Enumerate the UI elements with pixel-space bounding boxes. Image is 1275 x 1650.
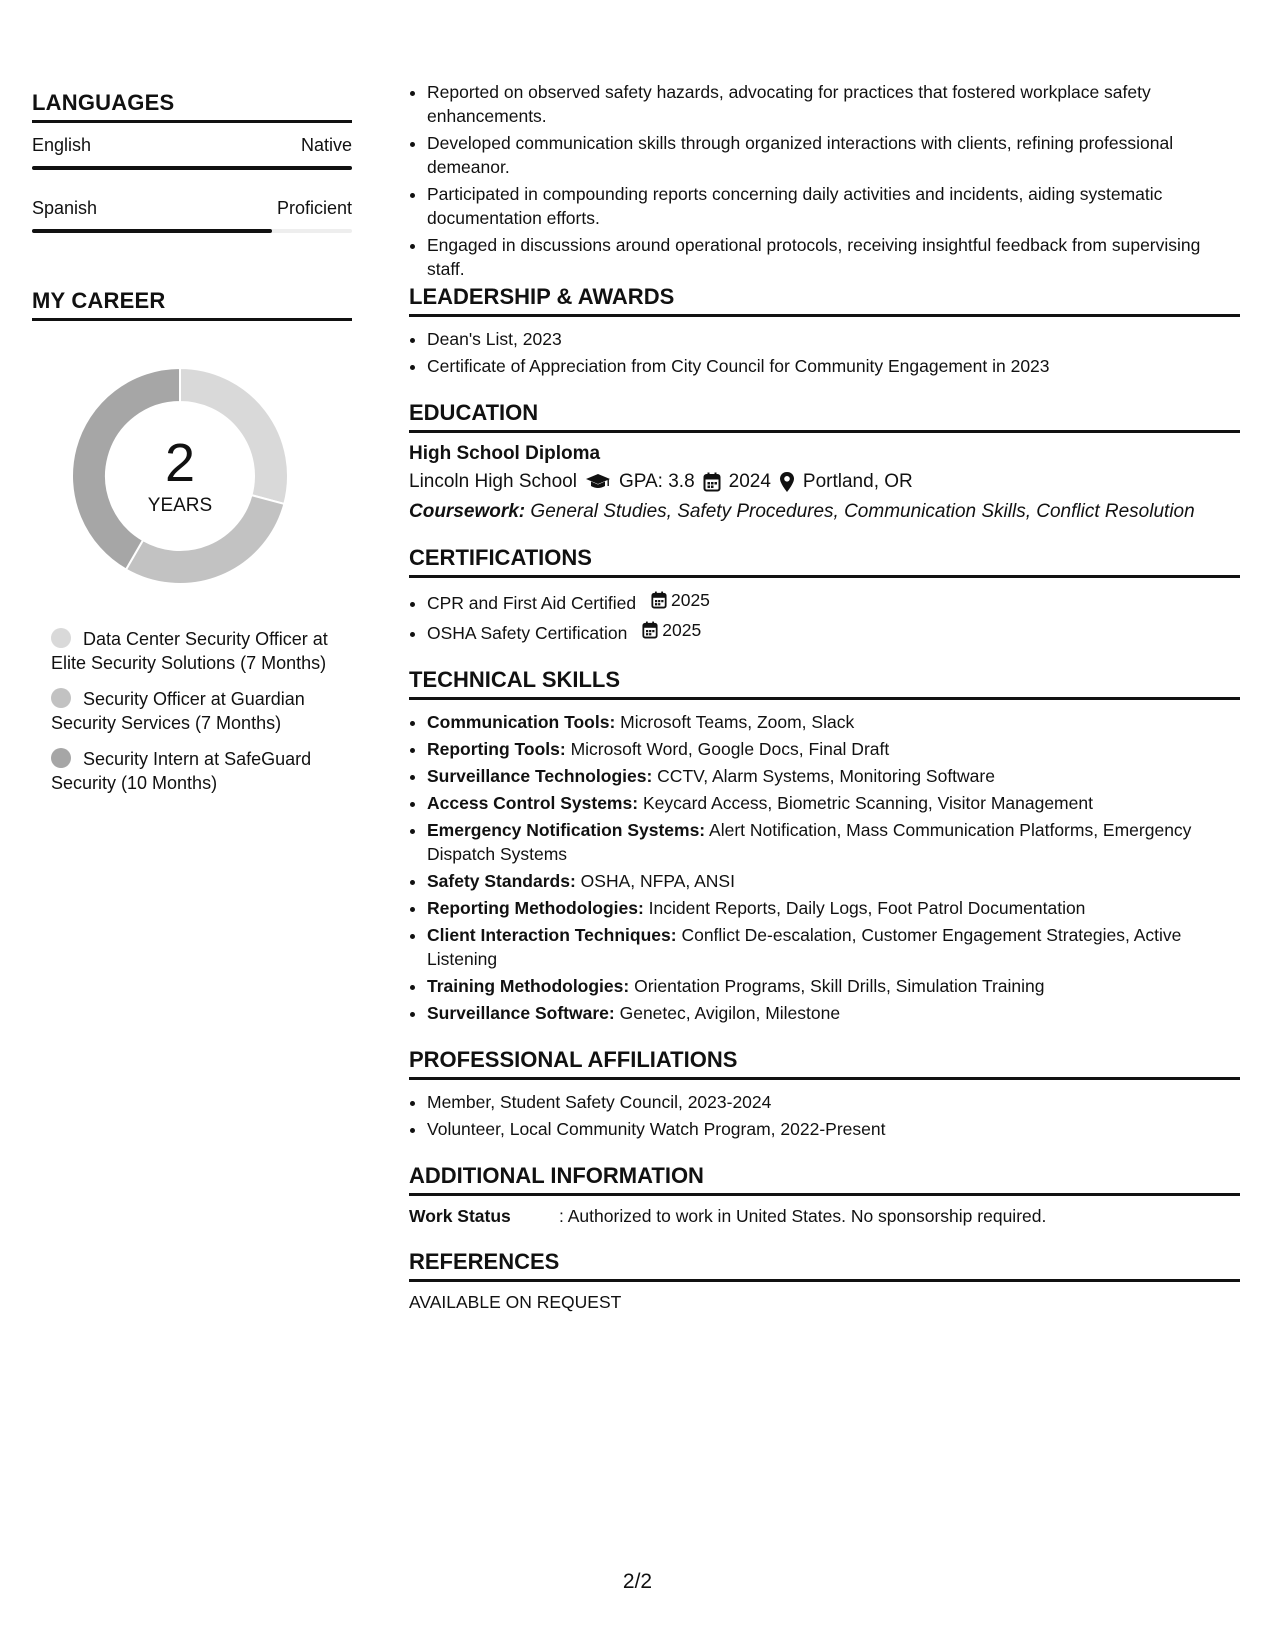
career-section: [32, 288, 352, 795]
career-legend: [51, 627, 351, 795]
references-text: AVAILABLE ON REQUEST: [409, 1292, 622, 1312]
skill-value: Genetec, Avigilon, Milestone: [619, 1003, 841, 1023]
certification-name: CPR and First Aid Certified: [427, 593, 637, 613]
list-item: • Volunteer, Local Community Watch Program, 2022-Present: [427, 1117, 1240, 1141]
language-level: Native: [300, 135, 352, 155]
languages-section: [32, 90, 352, 233]
skill-label: Surveillance Software:: [427, 1003, 615, 1023]
education-section: [409, 400, 1240, 523]
list-item: [427, 974, 1240, 998]
list-item: [427, 618, 1240, 645]
legend-label: Security Officer at Guardian Security Services (7 Months): [51, 689, 305, 733]
education-heading: EDUCATION: [409, 400, 1240, 433]
skill-value: Conflict De-escalation, Customer Engagement Strategies, Active Listening: [427, 925, 1182, 969]
calendar-icon: [651, 591, 667, 609]
education-location: Portland, OR: [802, 471, 913, 492]
career-legend-item: [51, 687, 351, 735]
language-name: Spanish: [32, 198, 98, 218]
education-year: 2024: [728, 471, 771, 492]
language-proficiency-fill: [32, 166, 352, 170]
list-item: • Developed communication skills through organized interactions with clients, refining professional demeanor.: [427, 131, 1240, 179]
affiliations-heading: PROFESSIONAL AFFILIATIONS: [409, 1047, 1240, 1080]
career-heading: MY CAREER: [32, 288, 352, 321]
skill-value: OSHA, NFPA, ANSI: [580, 871, 735, 891]
references-section: [409, 1249, 1240, 1313]
map-pin-icon: [779, 471, 795, 493]
page-number: 2/2: [622, 1570, 653, 1593]
list-item: • Dean's List, 2023: [427, 327, 1240, 351]
additional-info-section: [409, 1163, 1240, 1227]
language-proficiency-fill: [32, 229, 272, 233]
list-item: [427, 710, 1240, 734]
career-total-unit: YEARS: [147, 495, 213, 516]
affiliations-section: [409, 1047, 1240, 1141]
list-item: • Member, Student Safety Council, 2023-2024: [427, 1090, 1240, 1114]
language-name: English: [32, 135, 92, 155]
career-legend-item: [51, 627, 351, 675]
skill-label: Client Interaction Techniques:: [427, 925, 677, 945]
skills-heading: TECHNICAL SKILLS: [409, 667, 1240, 700]
calendar-icon: [642, 621, 658, 639]
education-gpa: GPA: 3.8: [618, 471, 695, 492]
list-item: • Certificate of Appreciation from City Council for Community Engagement in 2023: [427, 354, 1240, 378]
list-item: [427, 923, 1240, 971]
certifications-section: [409, 545, 1240, 645]
legend-dot: [51, 688, 71, 708]
certification-year: 2025: [662, 620, 702, 640]
skill-value: CCTV, Alarm Systems, Monitoring Software: [657, 766, 995, 786]
certification-name: OSHA Safety Certification: [427, 623, 628, 643]
list-item: • Participated in compounding reports concerning daily activities and incidents, aiding systematic documentation efforts.: [427, 182, 1240, 230]
references-heading: REFERENCES: [409, 1249, 1240, 1282]
sidebar: [32, 90, 352, 807]
skill-value: Microsoft Word, Google Docs, Final Draft: [570, 739, 890, 759]
work-status-label: Work Status: [409, 1206, 511, 1226]
additional-info-heading: ADDITIONAL INFORMATION: [409, 1163, 1240, 1196]
certifications-heading: CERTIFICATIONS: [409, 545, 1240, 578]
career-legend-item: [51, 747, 351, 795]
skill-value: Microsoft Teams, Zoom, Slack: [620, 712, 855, 732]
languages-heading: LANGUAGES: [32, 90, 352, 123]
list-item: [427, 1001, 1240, 1025]
skill-label: Access Control Systems:: [427, 793, 639, 813]
list-item: [427, 737, 1240, 761]
language-item-english: [32, 135, 352, 170]
work-status-value: : Authorized to work in United States. No sponsorship required.: [559, 1206, 1047, 1226]
career-total-years: 2: [164, 433, 196, 493]
legend-label: Data Center Security Officer at Elite Security Solutions (7 Months): [51, 629, 328, 673]
leadership-section: [409, 284, 1240, 378]
language-proficiency-bar: [32, 229, 352, 233]
language-level: Proficient: [276, 198, 352, 218]
skill-label: Communication Tools:: [427, 712, 616, 732]
certification-year: 2025: [670, 590, 710, 610]
list-item: • Engaged in discussions around operational protocols, receiving insightful feedback from supervising staff.: [427, 233, 1240, 281]
list-item: [427, 818, 1240, 866]
experience-bullets: [409, 80, 1240, 281]
language-item-spanish: [32, 198, 352, 233]
skill-label: Safety Standards:: [427, 871, 576, 891]
list-item: [427, 764, 1240, 788]
legend-dot: [51, 628, 71, 648]
education-school: Lincoln High School: [409, 471, 577, 492]
calendar-icon: [703, 472, 721, 492]
skill-value: Orientation Programs, Skill Drills, Simulation Training: [634, 976, 1045, 996]
legend-label: Security Intern at SafeGuard Security (10 Months): [51, 749, 312, 793]
education-degree: High School Diploma: [409, 443, 601, 464]
leadership-heading: LEADERSHIP & AWARDS: [409, 284, 1240, 317]
career-donut-chart: [65, 361, 295, 591]
skill-label: Emergency Notification Systems:: [427, 820, 706, 840]
education-coursework: [409, 501, 1240, 523]
skill-label: Surveillance Technologies:: [427, 766, 653, 786]
list-item: [427, 896, 1240, 920]
skill-label: Reporting Methodologies:: [427, 898, 644, 918]
graduation-cap-icon: [585, 473, 611, 491]
skill-value: Keycard Access, Biometric Scanning, Visitor Management: [642, 793, 1093, 813]
list-item: [427, 588, 1240, 615]
skill-label: Reporting Tools:: [427, 739, 566, 759]
skills-section: [409, 667, 1240, 1025]
coursework-label: Coursework:: [409, 501, 526, 522]
legend-dot: [51, 748, 71, 768]
list-item: [427, 791, 1240, 815]
list-item: [427, 869, 1240, 893]
skill-value: Alert Notification, Mass Communication Platforms, Emergency Dispatch Systems: [427, 820, 1192, 864]
list-item: • Reported on observed safety hazards, advocating for practices that fostered workplace safety enhancements.: [427, 80, 1240, 128]
main-content: [409, 80, 1240, 1335]
education-details: [409, 471, 1240, 493]
skill-label: Training Methodologies:: [427, 976, 630, 996]
skill-value: Incident Reports, Daily Logs, Foot Patrol Documentation: [648, 898, 1086, 918]
language-proficiency-bar: [32, 166, 352, 170]
coursework-value: General Studies, Safety Procedures, Communication Skills, Conflict Resolution: [530, 501, 1195, 522]
